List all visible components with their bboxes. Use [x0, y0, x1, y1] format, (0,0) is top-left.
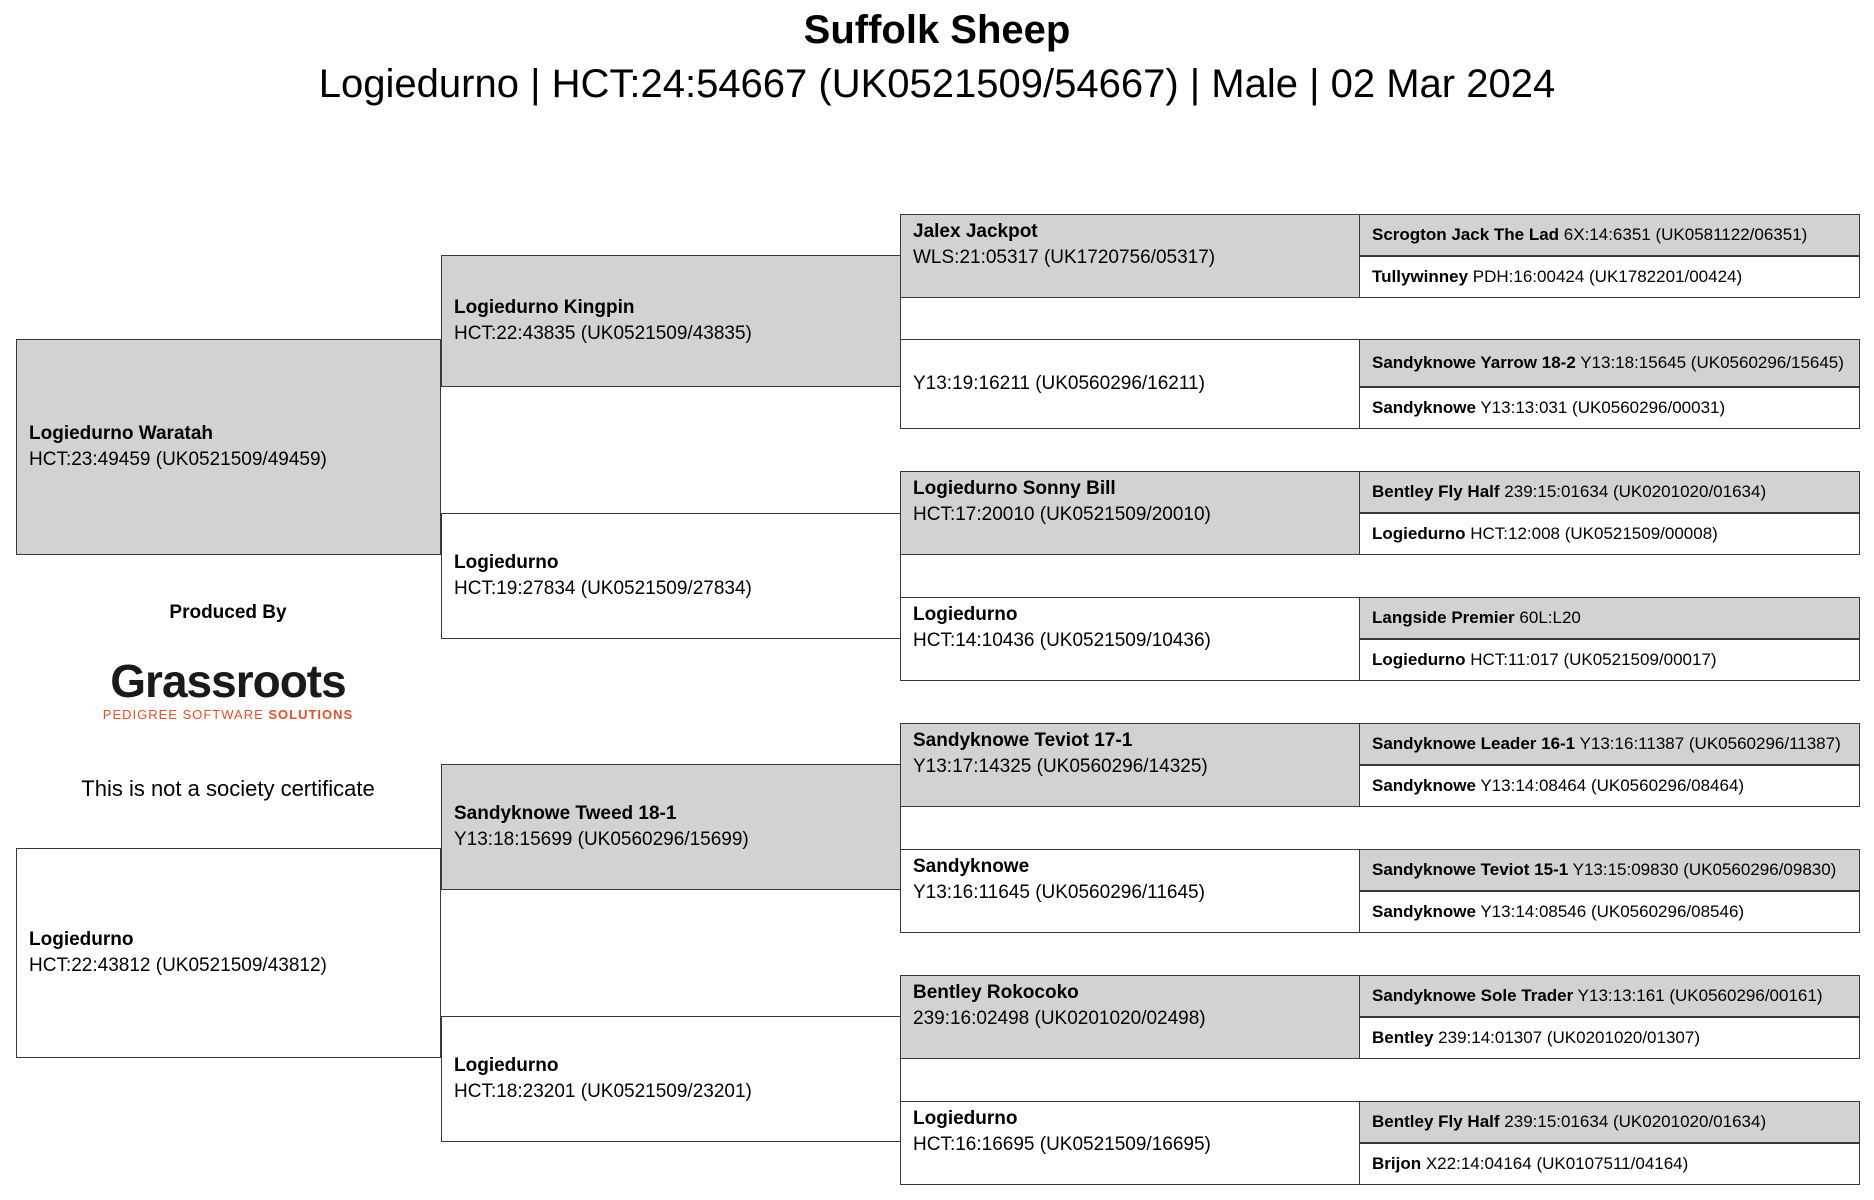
grandparent-name: Logiedurno Kingpin: [454, 297, 635, 318]
great-grandparent-name: Jalex Jackpot: [913, 221, 1038, 242]
great-grandparent-reg: Y13:19:16211 (UK0560296/16211): [913, 373, 1205, 394]
gg-grandparent-box: Brijon X22:14:04164 (UK0107511/04164): [1359, 1143, 1860, 1185]
grandparent-reg: HCT:18:23201 (UK0521509/23201): [454, 1081, 752, 1102]
sire-name: Logiedurno Waratah: [29, 423, 214, 444]
great-grandparent-reg: HCT:17:20010 (UK0521509/20010): [913, 504, 1211, 525]
great-grandparent-box: [900, 723, 1360, 807]
sire-box: [16, 339, 441, 555]
dam-name: Logiedurno: [29, 929, 134, 950]
great-grandparent-box: [900, 849, 1360, 933]
great-grandparent-name: Bentley Rokocoko: [913, 982, 1079, 1003]
great-grandparent-name: Sandyknowe: [913, 856, 1030, 877]
page-title: Suffolk Sheep: [803, 8, 1071, 52]
gg-grandparent-box: Langside Premier 60L:L20: [1359, 597, 1860, 639]
grandparent-box: [441, 255, 901, 387]
animal-summary: Logiedurno | HCT:24:54667 (UK0521509/54667) | Male | 02 Mar 2024: [318, 62, 1556, 106]
logo-tagline: PEDIGREE SOFTWARE SOLUTIONS: [102, 707, 354, 722]
gg-grandparent-box: Sandyknowe Yarrow 18-2 Y13:18:15645 (UK0560296/15645): [1359, 339, 1860, 387]
great-grandparent-reg: WLS:21:05317 (UK1720756/05317): [913, 247, 1216, 268]
gg-grandparent-box: Bentley Fly Half 239:15:01634 (UK0201020/01634): [1359, 1101, 1860, 1143]
gg-grandparent-box: Logiedurno HCT:12:008 (UK0521509/00008): [1359, 513, 1860, 555]
gg-grandparent-box: Tullywinney PDH:16:00424 (UK1782201/00424): [1359, 256, 1860, 298]
gg-grandparent-box: Bentley 239:14:01307 (UK0201020/01307): [1359, 1017, 1860, 1059]
dam-box: [16, 848, 441, 1058]
grandparent-box: [441, 1016, 901, 1142]
great-grandparent-name: Logiedurno Sonny Bill: [913, 478, 1116, 499]
great-grandparent-box: [900, 214, 1360, 298]
great-grandparent-box: [900, 1101, 1360, 1185]
grandparent-name: Logiedurno: [454, 552, 559, 573]
great-grandparent-reg: Y13:17:14325 (UK0560296/14325): [913, 756, 1208, 777]
grandparent-reg: HCT:22:43835 (UK0521509/43835): [454, 323, 752, 344]
great-grandparent-reg: HCT:16:16695 (UK0521509/16695): [913, 1134, 1211, 1155]
gg-grandparent-box: Sandyknowe Y13:13:031 (UK0560296/00031): [1359, 387, 1860, 429]
logo-wordmark: Grassroots: [110, 655, 346, 707]
gg-grandparent-box: Sandyknowe Y13:14:08546 (UK0560296/08546): [1359, 891, 1860, 933]
grandparent-reg: Y13:18:15699 (UK0560296/15699): [454, 829, 749, 850]
grandparent-reg: HCT:19:27834 (UK0521509/27834): [454, 578, 752, 599]
gg-grandparent-box: Sandyknowe Y13:14:08464 (UK0560296/08464): [1359, 765, 1860, 807]
gg-grandparent-box: Scrogton Jack The Lad 6X:14:6351 (UK0581122/06351): [1359, 214, 1860, 256]
great-grandparent-reg: Y13:16:11645 (UK0560296/11645): [913, 882, 1205, 903]
gg-grandparent-box: Logiedurno HCT:11:017 (UK0521509/00017): [1359, 639, 1860, 681]
great-grandparent-box: [900, 339, 1360, 429]
gg-grandparent-box: Sandyknowe Sole Trader Y13:13:161 (UK0560296/00161): [1359, 975, 1860, 1017]
great-grandparent-name: Logiedurno: [913, 1108, 1018, 1129]
great-grandparent-name: Logiedurno: [913, 604, 1018, 625]
grandparent-box: [441, 513, 901, 639]
produced-by-label: Produced By: [169, 602, 287, 623]
gg-grandparent-box: Sandyknowe Leader 16-1 Y13:16:11387 (UK0560296/11387): [1359, 723, 1860, 765]
grandparent-name: Sandyknowe Tweed 18-1: [454, 803, 677, 824]
grandparent-name: Logiedurno: [454, 1055, 559, 1076]
great-grandparent-box: [900, 975, 1360, 1059]
gg-grandparent-box: Bentley Fly Half 239:15:01634 (UK0201020/01634): [1359, 471, 1860, 513]
great-grandparent-reg: 239:16:02498 (UK0201020/02498): [913, 1008, 1206, 1029]
sire-reg: HCT:23:49459 (UK0521509/49459): [29, 449, 327, 470]
great-grandparent-name: Sandyknowe Teviot 17-1: [913, 730, 1133, 751]
grandparent-box: [441, 764, 901, 890]
dam-reg: HCT:22:43812 (UK0521509/43812): [29, 955, 327, 976]
great-grandparent-reg: HCT:14:10436 (UK0521509/10436): [913, 630, 1211, 651]
gg-grandparent-box: Sandyknowe Teviot 15-1 Y13:15:09830 (UK0560296/09830): [1359, 849, 1860, 891]
great-grandparent-box: [900, 471, 1360, 555]
great-grandparent-box: [900, 597, 1360, 681]
disclaimer-text: This is not a society certificate: [81, 776, 375, 801]
grassroots-logo: [16, 656, 440, 724]
